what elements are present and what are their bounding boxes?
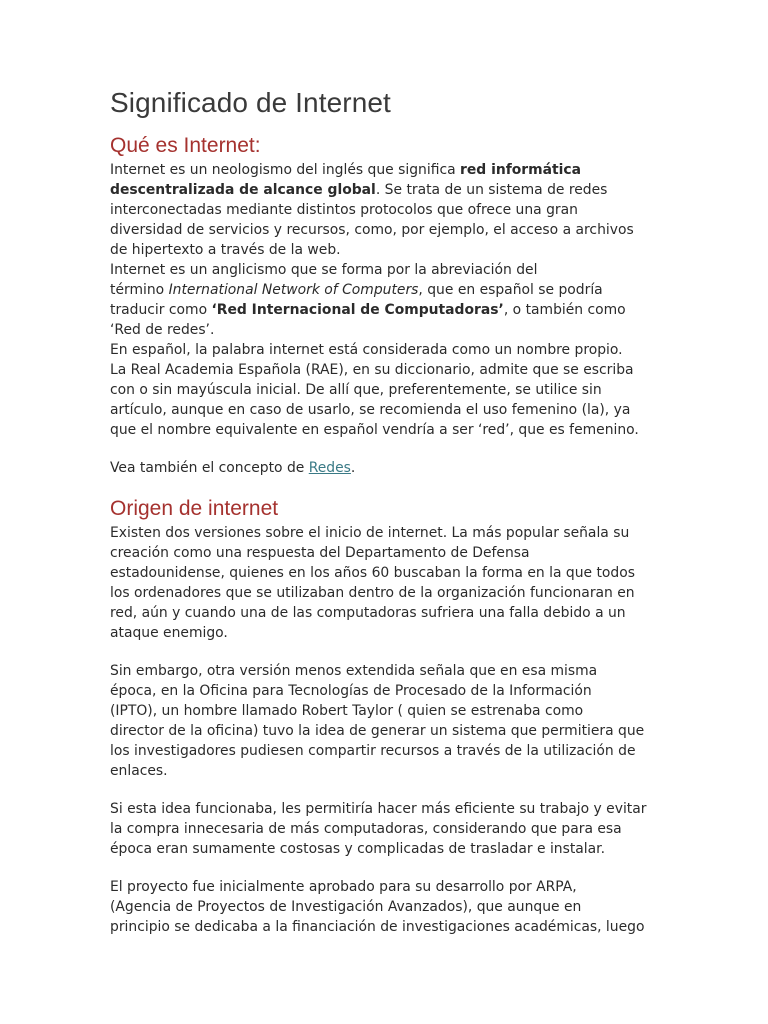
- text-line: ataque enemigo.: [110, 625, 228, 641]
- paragraph-spacer: [110, 859, 670, 877]
- paragraph-spacer: [110, 643, 670, 661]
- italic-term: International Network of Computers: [168, 282, 419, 298]
- text-run: , o también como: [503, 302, 626, 318]
- text-run: Internet es un neologismo del inglés que significa: [110, 162, 461, 178]
- text-line: Sin embargo, otra versión menos extendida señala que en esa misma: [110, 663, 598, 679]
- paragraph-definition: [110, 160, 670, 260]
- text-line: En español, la palabra internet está considerada como un nombre propio.: [110, 342, 623, 358]
- text-line: los investigadores pudiesen compartir recursos a través de la utilización de: [110, 743, 636, 759]
- text-line: director de la oficina) tuvo la idea de generar un sistema que permitiera que: [110, 723, 645, 739]
- text-line: El proyecto fue inicialmente aprobado para su desarrollo por ARPA,: [110, 879, 577, 895]
- paragraph-origin-versions: [110, 523, 670, 643]
- text-line: creación como una respuesta del Departamento de Defensa: [110, 545, 530, 561]
- bold-term: descentralizada de alcance global: [110, 182, 376, 198]
- text-line: estadounidense, quienes en los años 60 buscaban la forma en la que todos: [110, 565, 635, 581]
- paragraph-ipto: [110, 661, 670, 781]
- section-heading-origen: Origen de internet: [110, 497, 279, 520]
- bold-term: ‘Red Internacional de Computadoras’: [211, 302, 504, 318]
- text-run: término: [110, 282, 169, 298]
- page-title: Significado de Internet: [110, 87, 391, 118]
- paragraph-see-also: [110, 458, 670, 478]
- section-spacer: [110, 478, 670, 495]
- redes-link[interactable]: Redes: [308, 460, 351, 476]
- text-line: de hipertexto a través de la web.: [110, 242, 341, 258]
- text-line: los ordenadores que se utilizaban dentro de la organización funcionaran en: [110, 585, 635, 601]
- text-line: enlaces.: [110, 763, 168, 779]
- text-run: .: [350, 460, 356, 476]
- text-line: que el nombre equivalente en español vendría a ser ‘red’, que es femenino.: [110, 422, 639, 438]
- text-line: diversidad de servicios y recursos, como, por ejemplo, el acceso a archivos: [110, 222, 634, 238]
- paragraph-spacer: [110, 781, 670, 799]
- text-run: Vea también el concepto de: [110, 460, 309, 476]
- text-line: (Agencia de Proyectos de Investigación Avanzados), que aunque en: [110, 899, 582, 915]
- text-line: época eran sumamente costosas y complicadas de trasladar e instalar.: [110, 841, 606, 857]
- section-heading-que-es: Qué es Internet:: [110, 134, 261, 157]
- text-run: traducir como: [110, 302, 212, 318]
- text-line: con o sin mayúscula inicial. De allí que, preferentemente, se utilice sin: [110, 382, 602, 398]
- paragraph-arpa: [110, 877, 670, 937]
- text-line: la compra innecesaria de más computadoras, considerando que para esa: [110, 821, 622, 837]
- paragraph-rae: [110, 340, 670, 440]
- paragraph-efficiency: [110, 799, 670, 859]
- text-line: principio se dedicaba a la financiación de investigaciones académicas, luego: [110, 919, 645, 935]
- text-line: interconectadas mediante distintos protocolos que ofrece una gran: [110, 202, 578, 218]
- text-line: época, en la Oficina para Tecnologías de Procesado de la Información: [110, 683, 592, 699]
- paragraph-spacer: [110, 440, 670, 458]
- text-line: Existen dos versiones sobre el inicio de internet. La más popular señala su: [110, 525, 630, 541]
- text-line: La Real Academia Española (RAE), en su diccionario, admite que se escriba: [110, 362, 634, 378]
- text-line: (IPTO), un hombre llamado Robert Taylor ( quien se estrenaba como: [110, 703, 584, 719]
- text-line: Internet es un anglicismo que se forma por la abreviación del: [110, 262, 538, 278]
- bold-term: red informática: [460, 162, 582, 178]
- text-line: artículo, aunque en caso de usarlo, se recomienda el uso femenino (la), ya: [110, 402, 631, 418]
- text-line: ‘Red de redes’.: [110, 322, 215, 338]
- text-line: Si esta idea funcionaba, les permitiría hacer más eficiente su trabajo y evitar: [110, 801, 647, 817]
- text-run: . Se trata de un sistema de redes: [375, 182, 608, 198]
- paragraph-anglicism: [110, 260, 670, 340]
- document-page: [110, 84, 670, 937]
- text-run: , que en español se podría: [418, 282, 603, 298]
- text-line: red, aún y cuando una de las computadoras sufriera una falla debido a un: [110, 605, 626, 621]
